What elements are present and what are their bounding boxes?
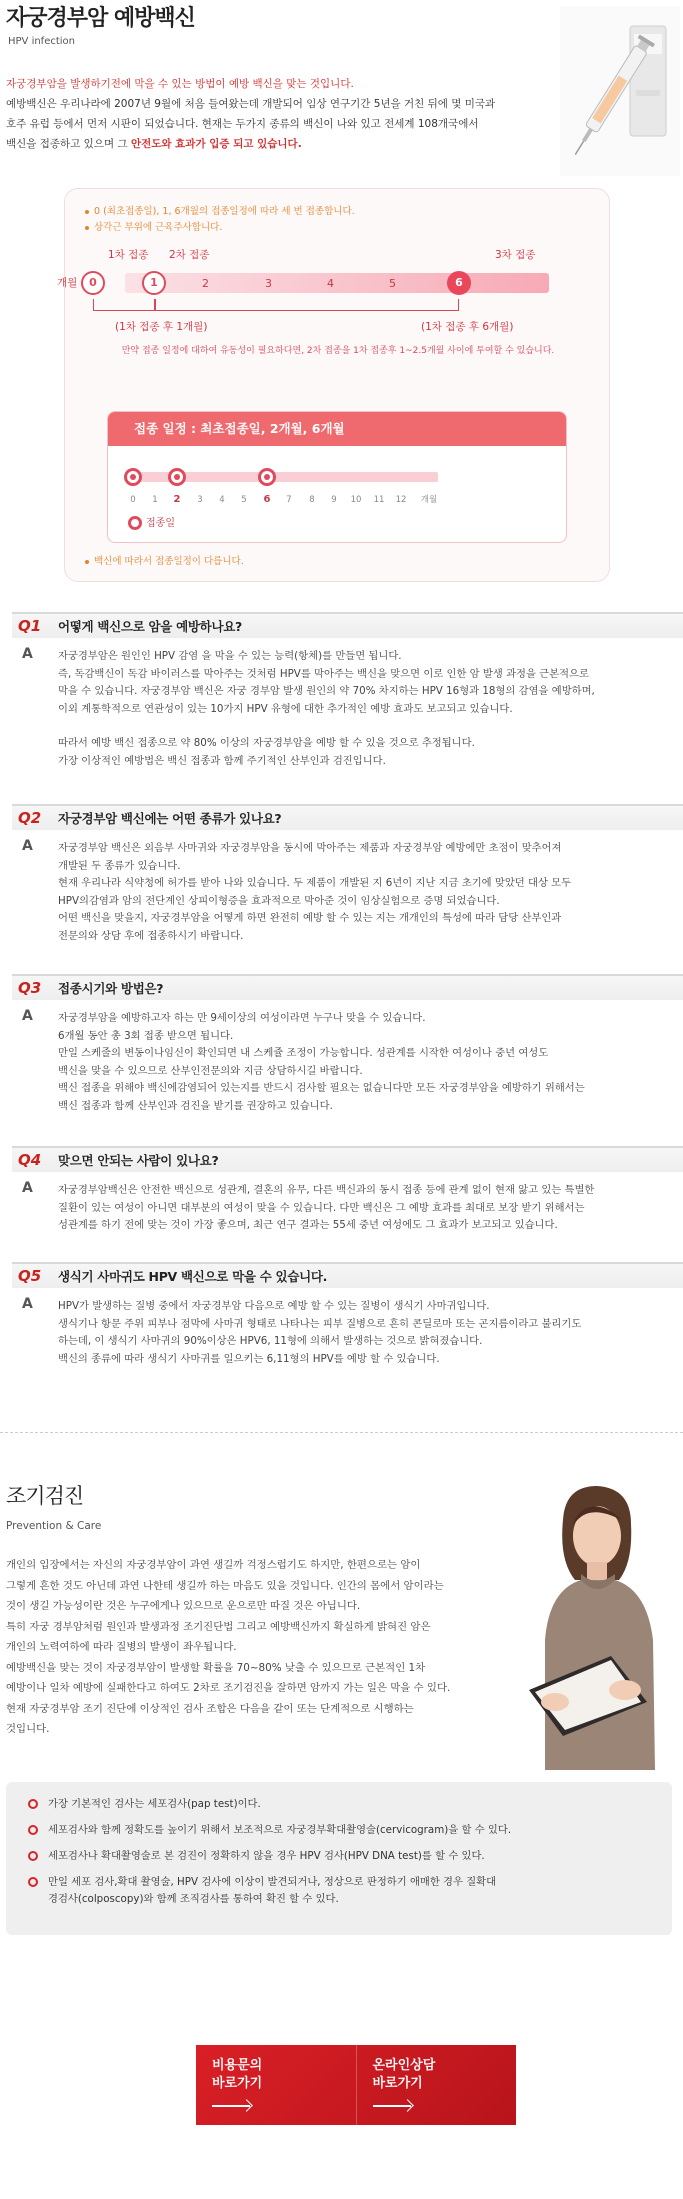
dose2-label: 2차 접종 — [169, 249, 210, 261]
answer-line: 만일 스케줄의 변동이나임신이 확인되면 내 스케쥴 조정이 가능합니다. 성관계를 시작한 여성이나 중년 여성도 — [58, 1047, 549, 1059]
answer-line: 백신의 종류에 따라 생식기 사마귀를 일으키는 6,11형의 HPV를 예방 할 수 있습니다. — [58, 1352, 440, 1365]
qa-item-4 — [12, 1146, 683, 1235]
list-item-text: 세포검사와 함께 정확도를 높이기 위해서 보조적으로 자궁경부확대촬영술(cervicogram)을 할 수 있다. — [48, 1824, 512, 1836]
tick-label: 6 — [263, 494, 271, 505]
question-text: 어떻게 백신으로 암을 예방하나요? — [58, 619, 242, 634]
answer-row — [12, 638, 683, 770]
list-item — [28, 1874, 498, 1908]
answer-text — [58, 1298, 683, 1368]
answer-line: 자궁경부암은 원인인 HPV 감염 을 막을 수 있는 능력(항체)를 만들면 됩니다. — [58, 650, 402, 662]
dose3-label: 3차 접종 — [495, 249, 536, 261]
tick-label: 12 — [395, 495, 407, 505]
list-item-text: 가장 기본적인 검사는 세포검사(pap test)이다. — [48, 1798, 261, 1810]
timeline-bar — [125, 273, 549, 293]
tick-label: 0 — [130, 495, 136, 505]
page-title: 자궁경부암 예방백신 — [6, 6, 195, 31]
schedule-footnote — [85, 555, 244, 570]
answer-line: 하는데, 이 생식기 사마귀의 90%이상은 HPV6, 11형에 의해서 발생하는 것으로 밝혀졌습니다. — [58, 1335, 483, 1347]
month-0-marker: 0 — [81, 271, 105, 295]
vaccination-schedule — [57, 188, 610, 582]
month-3-label: 3 — [265, 277, 272, 290]
schedule-warning: 만약 접종 일정에 대하여 유동성이 필요하다면, 2차 접종을 1차 접종후 1~2.5개월 사이에 투여할 수 있습니다. — [121, 346, 555, 356]
question-row — [12, 1262, 683, 1288]
list-item — [28, 1822, 648, 1839]
intro-highlight: 자궁경부암을 발생하기전에 막을 수 있는 방법이 예방 백신을 맞는 것입니다. — [6, 78, 354, 90]
intro-line: 예방백신은 우리나라에 2007년 9월에 처음 들여왔는데 개발되어 임상 연구기간 5년을 거친 뒤에 몇 미국과 — [6, 98, 496, 110]
question-row — [12, 974, 683, 1000]
answer-spacer — [58, 718, 683, 735]
answer-line: 따라서 예방 백신 접종으로 약 80% 이상의 자궁경부암을 예방 할 수 있을 것으로 추정됩니다. — [58, 737, 475, 749]
answer-line: 현재 우리나라 식약청에 허가를 받아 나와 있습니다. 두 제품이 개발된 지 6년이 지난 지금 초기에 맞았던 대상 모두 — [58, 877, 572, 889]
question-text: 생식기 사마귀도 HPV 백신으로 막을 수 있습니다. — [58, 1269, 328, 1284]
intro-line-text: 백신을 접종하고 있으며 그 — [6, 138, 131, 150]
answer-line: 자궁경부암을 예방하고자 하는 만 9세이상의 여성이라면 누구나 맞을 수 있습니다. — [58, 1012, 426, 1024]
cost-inquiry-button[interactable] — [196, 2045, 356, 2125]
schedule-timeline — [57, 189, 611, 389]
prevention-line: 것이 생길 가능성이란 것은 누구에게나 있으므로 운으로만 따질 것은 아닙니다. — [6, 1600, 361, 1612]
schedule-card-title: 접종 일정 : 최초접종일, 2개월, 6개월 — [108, 412, 566, 446]
answer-line: 이외 계통학적으로 연관성이 있는 10가지 HPV 유형에 대한 추가적인 예방 효과도 보고되고 있습니다. — [58, 702, 513, 715]
tick-label: 5 — [241, 495, 247, 505]
schedule-footnote-text: 백신에 따라서 접종일정이 다릅니다. — [94, 556, 244, 567]
interval-caption-right: (1차 접종 후 6개월) — [421, 321, 514, 333]
question-tag: Q1 — [18, 617, 42, 635]
answer-line: 6개월 동안 총 3회 접종 받으면 됩니다. — [58, 1029, 234, 1042]
prevention-title: 조기검진 — [6, 1484, 84, 1508]
question-row — [12, 612, 683, 638]
prevention-line: 것입니다. — [6, 1723, 50, 1735]
answer-line: 막을 수 있습니다. 자궁경부암 백신은 자궁 경부암 발생 원인의 약 70% 차지하는 HPV 16형과 18형의 감염을 예방하며, — [58, 685, 595, 697]
tick-label: 10 — [350, 495, 362, 505]
prevention-text — [6, 1555, 506, 1740]
answer-text — [58, 648, 683, 770]
month-6-marker: 6 — [447, 271, 471, 295]
prevention-line: 예방이나 일차 예방에 실패한다고 하여도 2차로 조기검진을 잘하면 암까지 가는 일은 막을 수 있다. — [6, 1682, 451, 1694]
bullet-icon — [28, 1799, 38, 1809]
month-5-label: 5 — [389, 277, 396, 290]
answer-text — [58, 1182, 683, 1235]
answer-line: 질환이 있는 여성이 아니면 대부분의 여성이 맞을 수 있습니다. 다만 백신은 그 예방 효과를 최대로 보장 받기 위해서는 — [58, 1201, 585, 1214]
bullet-icon — [28, 1851, 38, 1861]
answer-tag: A — [22, 646, 33, 662]
intro-emphasis: 안전도와 효과가 입증 되고 있습니다. — [130, 138, 302, 150]
answer-line: 즉, 독감백신이 독감 바이러스를 막아주는 것처럼 HPV를 막아주는 백신을 맞으면 이로 인한 암 발생 과정을 근본적으로 — [58, 667, 589, 680]
qa-item-1 — [12, 612, 683, 770]
answer-text — [58, 840, 683, 945]
month-1-marker: 1 — [142, 271, 166, 295]
answer-line: 자궁경부암 백신은 외음부 사마귀와 자궁경부암을 동시에 막아주는 제품과 자궁경부암 예방에만 초점이 맞추어져 — [58, 842, 562, 854]
answer-line: 성관계를 하기 전에 맞는 것이 가장 좋으며, 최근 연구 결과는 55세 중년 여성에도 그 효과가 보고되고 있습니다. — [58, 1219, 558, 1231]
question-tag: Q4 — [18, 1151, 42, 1169]
qa-item-5 — [12, 1262, 683, 1368]
prevention-line: 예방백신을 맞는 것이 자궁경부암이 발생할 확률을 70~80% 낮출 수 있으므로 근본적인 1차 — [6, 1661, 426, 1674]
prevention-line: 현재 자궁경부암 조기 진단에 이상적인 검사 조합은 다음을 같이 또는 단계적으로 시행하는 — [6, 1702, 414, 1715]
tick-label: 9 — [331, 495, 337, 505]
intro-section — [0, 0, 683, 180]
prevention-line: 개인의 노력여하에 따라 질병의 발생이 좌우됩니다. — [6, 1641, 237, 1653]
button-label: 비용문의 — [212, 2058, 263, 2073]
qa-item-3 — [12, 974, 683, 1115]
intro-text — [6, 74, 526, 154]
list-item-text: 세포검사나 확대촬영술로 본 검진이 정확하지 않을 경우 HPV 검사(HPV DNA test)를 할 수 있다. — [48, 1850, 485, 1862]
answer-line: 백신 접종을 위해야 백신에감염되어 있는지를 반드시 검사할 필요는 없습니다만 모든 자궁경부암을 예방하기 위해서는 — [58, 1082, 585, 1094]
answer-line: 전문의와 상담 후에 접종하시기 바랍니다. — [58, 929, 244, 942]
bullet-icon — [28, 1825, 38, 1835]
answer-row — [12, 1000, 683, 1115]
answer-tag: A — [22, 838, 33, 854]
list-item-text: 만일 세포 검사,확대 촬영술, HPV 검사에 이상이 발견되거나, 정상으로 판정하기 애매한 경우 질확대경검사(colposcopy)와 함께 조직검사를 통하여 확진 할 수 있다. — [48, 1876, 497, 1905]
prevention-line: 특히 자궁 경부암처럼 원인과 발생과정 조기진단법 그리고 예방백신까지 확실하게 밝혀진 암은 — [6, 1620, 431, 1633]
answer-line: 백신 접종과 함께 산부인과 검진을 받기를 권장하고 있습니다. — [58, 1099, 333, 1112]
interval-bracket-right — [155, 299, 459, 311]
month-2-label: 2 — [202, 277, 209, 290]
dose-marker-2 — [168, 468, 186, 486]
answer-line: 어떤 백신을 맞을지, 자궁경부암을 어떻게 하면 완전히 예방 할 수 있는 지는 개개인의 특성에 따라 담당 산부인과 — [58, 912, 562, 924]
answer-row — [12, 830, 683, 945]
qa-item-2 — [12, 804, 683, 945]
tick-label: 8 — [309, 495, 315, 505]
answer-line: 백신을 맞을 수 있으므로 산부인전문의와 지금 상담하시길 바랍니다. — [58, 1064, 363, 1077]
button-label: 바로가기 — [372, 2076, 423, 2091]
answer-row — [12, 1172, 683, 1235]
interval-caption-left: (1차 접종 후 1개월) — [115, 321, 208, 333]
answer-tag: A — [22, 1008, 33, 1024]
interval-bracket-left — [93, 299, 155, 311]
question-tag: Q2 — [18, 809, 42, 827]
tick-label: 1 — [152, 495, 158, 505]
tick-label: 4 — [219, 495, 225, 505]
intro-line — [6, 134, 526, 154]
answer-line: 자궁경부암백신은 안전한 백신으로 성관계, 결혼의 유무, 다른 백신과의 동시 접종 등에 관계 없이 현재 앓고 있는 특별한 — [58, 1184, 595, 1196]
tick-label: 3 — [197, 495, 203, 505]
list-item — [28, 1796, 648, 1813]
dose1-label: 1차 접종 — [108, 249, 149, 261]
dose-marker-6 — [258, 468, 276, 486]
schedule-note-text: 0 (최초접종일), 1, 6개월의 접종일정에 따라 세 번 접종합니다. — [94, 206, 355, 217]
list-item — [28, 1848, 648, 1865]
arrow-right-icon — [212, 2105, 250, 2107]
button-label: 온라인상담 — [372, 2058, 436, 2073]
prevention-subtitle: Prevention & Care — [6, 1520, 102, 1532]
tick-label: 11 — [373, 495, 385, 505]
woman-reading-image — [515, 1480, 675, 1770]
screening-list — [6, 1782, 672, 1935]
button-label: 바로가기 — [212, 2076, 263, 2091]
month-axis-label: 개월 — [57, 277, 78, 289]
page-subtitle: HPV infection — [8, 36, 76, 47]
question-text: 맞으면 안되는 사람이 있나요? — [58, 1153, 219, 1168]
online-consult-button[interactable] — [356, 2045, 517, 2125]
section-divider — [0, 1432, 683, 1433]
answer-line: HPV의감염과 암의 전단계인 상피이형증을 효과적으로 막아준 것이 임상실험으로 증명 되었습니다. — [58, 894, 500, 907]
answer-line: 생식기나 항문 주위 피부나 점막에 사마귀 형태로 나타나는 피부 질병으로 흔히 콘딜로마 또는 곤지름이라고 불리기도 — [58, 1317, 582, 1330]
question-tag: Q3 — [18, 979, 42, 997]
arrow-right-icon — [373, 2105, 411, 2107]
dose-marker-0 — [124, 468, 142, 486]
month-4-label: 4 — [327, 277, 334, 290]
question-tag: Q5 — [18, 1267, 42, 1285]
tick-label: 7 — [286, 495, 292, 505]
question-text: 자궁경부암 백신에는 어떤 종류가 있나요? — [58, 811, 282, 826]
answer-row — [12, 1288, 683, 1368]
question-text: 접종시기와 방법은? — [58, 981, 164, 996]
answer-tag: A — [22, 1296, 33, 1312]
vaccine-syringe-image — [560, 6, 680, 176]
action-buttons — [196, 2045, 516, 2125]
question-row — [12, 804, 683, 830]
schedule-note-text: 상각근 부위에 근육주사합니다. — [94, 222, 223, 233]
schedule-legend — [128, 516, 175, 532]
tick-unit-label: 개월 — [420, 495, 438, 505]
answer-line: HPV가 발생하는 질병 중에서 자궁경부암 다음으로 예방 할 수 있는 질병이 생식기 사마귀입니다. — [58, 1300, 490, 1312]
prevention-line: 개인의 입장에서는 자신의 자궁경부암이 과연 생길까 걱정스럽기도 하지만, 한편으로는 암이 — [6, 1559, 421, 1571]
legend-text: 접종일 — [146, 518, 175, 529]
tick-label: 2 — [173, 494, 181, 505]
bullet-icon — [85, 560, 89, 564]
answer-line: 가장 이상적인 예방법은 백신 접종과 함께 주기적인 산부인과 검진입니다. — [58, 754, 386, 767]
question-row — [12, 1146, 683, 1172]
legend-dot-icon — [128, 516, 142, 530]
answer-text — [58, 1010, 683, 1115]
intro-line: 호주 유럽 등에서 먼저 시판이 되었습니다. 현재는 두가지 종류의 백신이 나와 있고 전세계 108개국에서 — [6, 118, 479, 130]
answer-line: 개발된 두 종류가 있습니다. — [58, 859, 181, 872]
schedule-card — [107, 411, 567, 543]
prevention-line: 그렇게 흔한 것도 아닌데 과연 나한테 생길까 하는 마음도 있을 것입니다. 인간의 몸에서 암이라는 — [6, 1579, 444, 1592]
answer-tag: A — [22, 1180, 33, 1196]
bullet-icon — [28, 1877, 38, 1887]
